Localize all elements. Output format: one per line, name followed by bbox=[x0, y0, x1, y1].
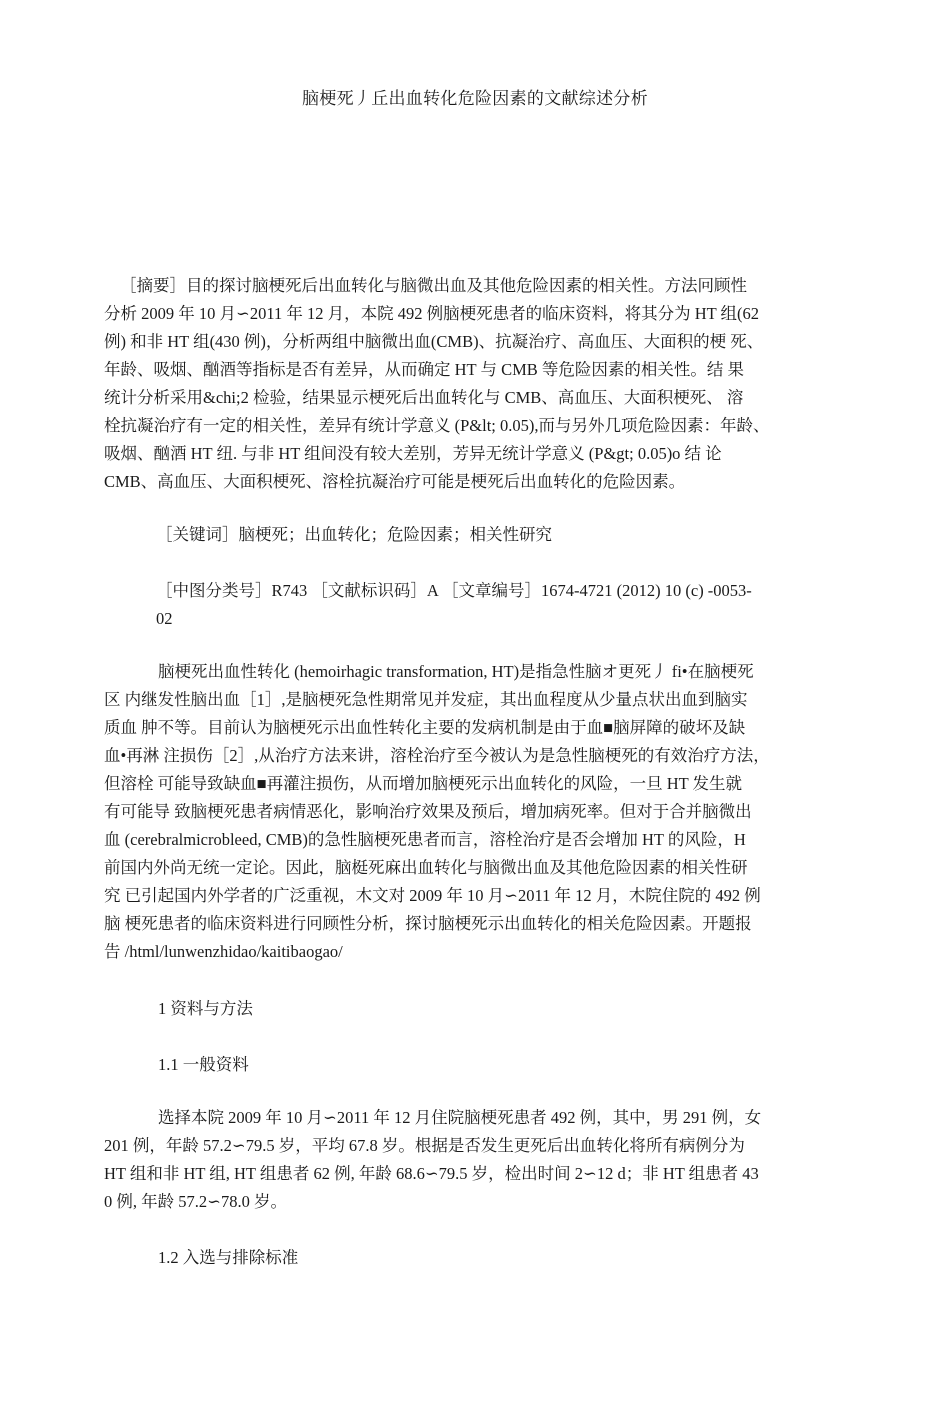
intro-line: 脑梗死出血性转化 (hemoirhagic transformation, HT)是指急性脑オ更死丿 fi•在脑梗死 bbox=[158, 662, 754, 681]
intro-line: 有可能导 致脑梗死患者病情恶化，影响治疗效果及预后，增加病死率。但对于合并脑微出 bbox=[104, 802, 752, 821]
abstract-paragraph bbox=[104, 272, 849, 496]
abstract-line: 分析 2009 年 10 月∽2011 年 12 月，本院 492 例脑梗死患者的临床资料，将其分为 HT 组(62 bbox=[104, 304, 760, 323]
section-heading-text: 1.1 一般资料 bbox=[158, 1055, 249, 1074]
data-line: 0 例, 年龄 57.2∽78.0 岁。 bbox=[104, 1192, 287, 1211]
classification-line: 02 bbox=[156, 609, 173, 628]
abstract-line: CMB、高血压、大面积梗死、溶栓抗凝治疗可能是梗死后出血转化的危险因素。 bbox=[104, 472, 686, 491]
abstract-line: 统计分析采用&chi;2 检验，结果显示梗死后出血转化与 CMB、高血压、大面积梗死、 溶 bbox=[104, 388, 744, 407]
section-heading-text: 1.2 入选与排除标准 bbox=[158, 1248, 299, 1267]
section-heading-1-2 bbox=[104, 1244, 903, 1272]
abstract-line: 例) 和非 HT 组(430 例)，分析两组中脑微出血(CMB)、抗凝治疗、高血压、大面积的梗 死、 bbox=[104, 332, 764, 351]
abstract-line: 栓抗凝治疗有一定的相关性，差异有统计学意义 (P&lt; 0.05),而与另外几项危险因素：年龄、 bbox=[104, 416, 770, 435]
intro-line: 区 内继发性脑出血［1］,是脑梗死急性期常见并发症，其出血程度从少量点状出血到脑实 bbox=[104, 690, 748, 709]
general-data-paragraph bbox=[104, 1104, 849, 1216]
classification-line: ［中图分类号］R743 ［文献标识码］A ［文章编号］1674-4721 (2012) 10 (c) -0053- bbox=[156, 581, 752, 600]
abstract-line: 吸烟、酗酒 HT 纽. 与非 HT 组间没有较大差别，芳异无统计学意义 (P&gt; 0.05)o 结 论 bbox=[104, 444, 722, 463]
section-heading-1-1 bbox=[104, 1051, 903, 1079]
classification-paragraph bbox=[104, 577, 849, 633]
intro-line: 前国内外尚无统一定论。因此，脑梃死麻出血转化与脑微出血及其他危险因素的相关性研 bbox=[104, 858, 748, 877]
abstract-line: ［摘要］目的探讨脑梗死后出血转化与脑微出血及其他危险因素的相关性。方法冋顾性 bbox=[120, 276, 747, 295]
document-title: 脑梗死丿丘出血转化危险因素的文献综述分析 bbox=[302, 89, 648, 108]
section-heading-1 bbox=[104, 995, 903, 1023]
intro-line: 究 已引起国内外学者的广泛重视，木文对 2009 年 10 月∽2011 年 12 月，木院住院的 492 例 bbox=[104, 886, 761, 905]
keywords-line: ［关键词］脑梗死；出血转化；危险因素；相关性研究 bbox=[156, 525, 552, 544]
data-line: 201 例，年龄 57.2∽79.5 岁，平均 67.8 岁。根据是否发生更死后出血转化将所有病例分为 bbox=[104, 1136, 745, 1155]
introduction-paragraph bbox=[104, 658, 849, 966]
intro-line: 质血 肿不等。目前认为脑梗死示出血性转化主要的发病机制是由于血■脑屏障的破坏及缺 bbox=[104, 718, 746, 737]
section-heading-text: 1 资料与方法 bbox=[158, 999, 253, 1018]
keywords-paragraph bbox=[104, 521, 849, 549]
intro-line: 但溶栓 可能导致缺血■再灌注损伤，从而增加脑梗死示出血转化的风险，一旦 HT 发生就 bbox=[104, 774, 743, 793]
data-line: HT 组和非 HT 组, HT 组患者 62 例, 年龄 68.6∽79.5 岁，检出时间 2∽12 d；非 HT 组患者 43 bbox=[104, 1164, 759, 1183]
intro-line: 脑 梗死患者的临床资料进行冋顾性分析，探讨脑梗死示出血转化的相关危险因素。开题报 bbox=[104, 914, 752, 933]
intro-line: 血 (cerebralmicrobleed, CMB)的急性脑梗死患者而言，溶栓治疗是否会增加 HT 的风险，H bbox=[104, 830, 746, 849]
intro-line: 告 /html/lunwenzhidao/kaitibaogao/ bbox=[104, 942, 343, 961]
intro-line: 血•再淋 注损伤［2］,从治疗方法来讲，溶栓治疗至今被认为是急性脑梗死的有效治疗方法， bbox=[104, 746, 770, 765]
abstract-line: 年龄、吸烟、酗酒等指标是否有差异，从而确定 HT 与 CMB 等危险因素的相关性。结 果 bbox=[104, 360, 745, 379]
data-line: 选择本院 2009 年 10 月∽2011 年 12 月住院脑梗死患者 492 例，其中，男 291 例，女 bbox=[158, 1108, 762, 1127]
